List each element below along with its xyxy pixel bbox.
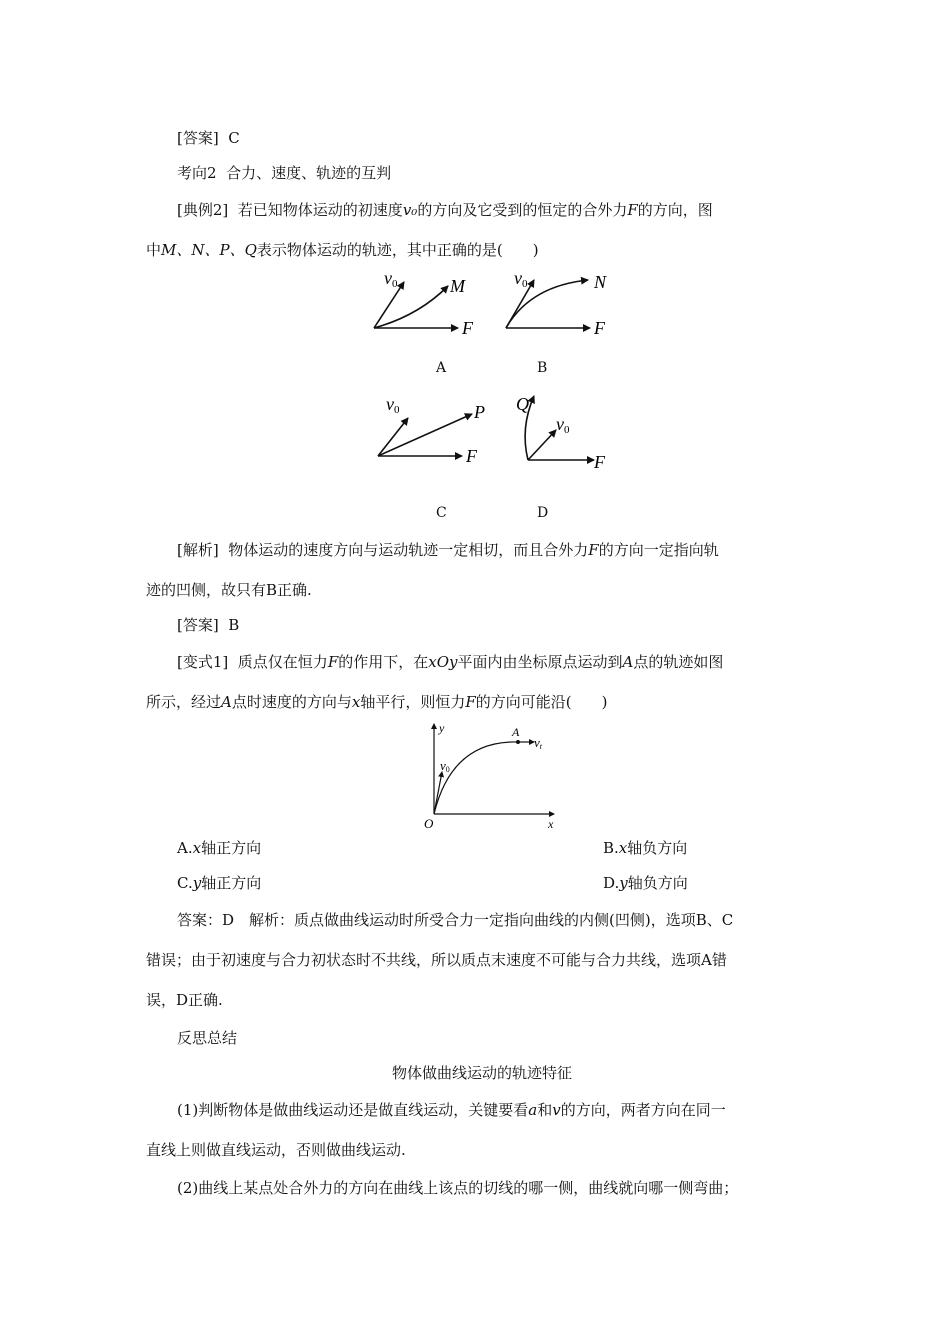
v0-label: v0 (384, 268, 398, 290)
analysis-text: 物体运动的速度方向与运动轨迹一定相切，而且合外力 (228, 541, 589, 559)
example-line-2 (146, 240, 539, 260)
choice-b[interactable] (603, 838, 687, 858)
option-b-label: B (537, 360, 548, 376)
example-text: 的方向及它受到的恒定的合外力 (417, 201, 628, 219)
solution-line-3: 误，D正确. (146, 991, 223, 1009)
analysis-label: [解析] (177, 541, 219, 559)
choice-d[interactable] (603, 873, 688, 893)
direction-heading (177, 163, 391, 183)
example-text: 表示物体运动的轨迹，其中正确的是( ) (256, 241, 539, 259)
force-label: F (462, 318, 473, 338)
choice-c[interactable] (177, 873, 261, 893)
example-text: 中 (146, 241, 162, 259)
figure-a (368, 266, 486, 342)
variant-text: 的方向可能沿( ) (475, 693, 608, 711)
variant-label: [变式1] (177, 653, 229, 671)
vt-label: vt (534, 735, 543, 751)
variant-text: 点时速度的方向与 (231, 693, 352, 711)
force-symbol: F (588, 541, 599, 559)
plane-symbol: xOy (428, 653, 458, 671)
v0-symbol: v₀ (402, 201, 418, 219)
v0-label: v0 (386, 394, 400, 416)
direction-label: 考向2 (177, 164, 217, 182)
variant-text: 点的轨迹如图 (633, 653, 724, 671)
variant-line-1 (177, 652, 723, 672)
example-label: [典例2] (177, 201, 229, 219)
axis-symbol: y (192, 874, 202, 892)
force-symbol: F (465, 693, 476, 711)
choice-text: 轴负方向 (627, 874, 688, 892)
answer-value: B (228, 616, 240, 634)
trajectory-curve (434, 742, 518, 814)
reflection-point-2: (2)曲线上某点处合外力的方向在曲线上该点的切线的哪一侧，曲线就向哪一侧弯曲； (177, 1179, 739, 1197)
reflection-title: 物体做曲线运动的轨迹特征 (392, 1064, 573, 1082)
example-text: 若已知物体运动的初速度 (237, 201, 403, 219)
point-symbol: A (622, 653, 634, 671)
reflection-text: 的方向，两者方向在同一 (560, 1101, 726, 1119)
variant-text: 所示，经过 (146, 693, 222, 711)
choice-letter: B. (603, 839, 619, 857)
curve-label-n: N (594, 272, 607, 292)
figure-c (372, 392, 490, 468)
force-symbol: F (627, 201, 638, 219)
example-line-1 (177, 200, 713, 220)
curve-label-p: P (474, 402, 485, 422)
answer-label: [答案] (177, 129, 219, 147)
point-symbol: A (221, 693, 232, 711)
axis-symbol: y (619, 874, 628, 892)
acceleration-symbol: a (528, 1101, 538, 1119)
analysis-line-2: 迹的凹侧，故只有B正确. (146, 581, 312, 599)
choice-text: 轴负方向 (627, 839, 688, 857)
option-a-label: A (436, 360, 447, 376)
curve-label-q: Q (516, 394, 529, 414)
option-d-label: D (537, 505, 549, 521)
answer-2 (177, 615, 239, 635)
option-c-label: C (436, 505, 447, 521)
v0-label: v0 (514, 268, 528, 290)
answer-label: [答案] (177, 616, 219, 634)
force-label: F (466, 446, 477, 466)
v0-label: v0 (556, 414, 570, 436)
x-axis-label: x (548, 817, 554, 831)
origin-label: O (424, 816, 434, 831)
force-symbol: F (327, 653, 339, 671)
v0-label: v0 (440, 758, 450, 774)
answer-value: C (228, 129, 240, 147)
force-label: F (594, 452, 605, 472)
y-axis-label: y (439, 721, 445, 735)
figure-b (500, 266, 618, 342)
reflection-heading: 反思总结 (177, 1029, 238, 1047)
variant-text: 轴平行，则恒力 (360, 693, 466, 711)
choice-letter: A. (177, 839, 193, 857)
force-label: F (594, 318, 605, 338)
figure-d (512, 388, 612, 472)
analysis-line-1 (177, 540, 719, 560)
solution-line-2: 错误；由于初速度与合力初状态时不共线，所以质点末速度不可能与合力共线，选项A错 (146, 951, 727, 969)
reflection-text: 和 (537, 1101, 553, 1119)
choice-letter: D. (603, 874, 620, 892)
analysis-text: 的方向一定指向轨 (598, 541, 719, 559)
choice-text: 轴正方向 (201, 839, 262, 857)
choice-text: 轴正方向 (201, 874, 262, 892)
curve-label-m: M (450, 276, 465, 296)
reflection-text: (1)判断物体是做曲线运动还是做直线运动，关键要看 (177, 1101, 529, 1119)
direction-title: 合力、速度、轨迹的互判 (226, 164, 392, 182)
velocity-symbol: v (552, 1101, 561, 1119)
reflection-point-1-cont: 直线上则做直线运动，否则做曲线运动. (146, 1141, 406, 1159)
solution-line-1: 答案：D 解析：质点做曲线运动时所受合力一定指向曲线的内侧(凹侧)，选项B、C (177, 911, 734, 929)
choice-a[interactable] (177, 838, 261, 858)
reflection-point-1 (177, 1100, 726, 1120)
answer-1 (177, 128, 240, 148)
path-symbols: M、N、P、Q (161, 241, 257, 259)
variant-line-2 (146, 692, 608, 712)
example-text: 的方向，图 (637, 201, 713, 219)
trajectory-graph (422, 720, 562, 832)
variant-text: 平面内由坐标原点运动到 (457, 653, 623, 671)
choice-letter: C. (177, 874, 193, 892)
axis-symbol: x (192, 839, 202, 857)
point-a-label: A (512, 725, 520, 739)
variant-text: 质点仅在恒力 (237, 653, 328, 671)
axis-symbol: x (351, 693, 361, 711)
variant-text: 的作用下，在 (338, 653, 429, 671)
axis-symbol: x (618, 839, 628, 857)
